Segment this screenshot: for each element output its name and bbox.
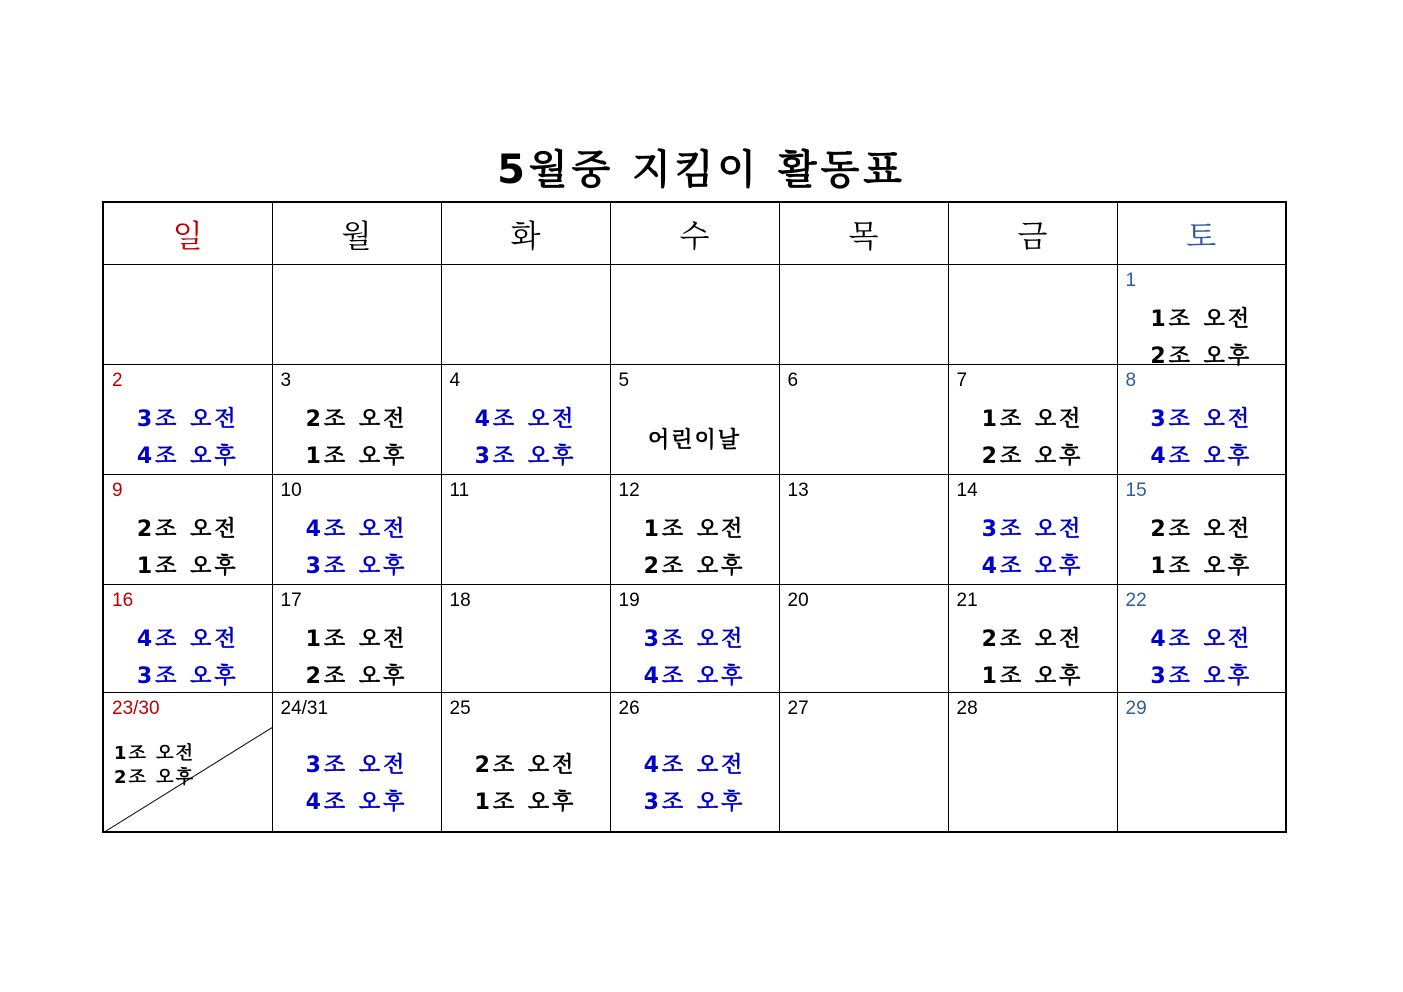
day-number: 20 [787,589,809,611]
day-cell [779,364,948,474]
day-cell [103,264,272,364]
day-number: 2 [112,369,123,391]
day-number: 24/31 [280,697,329,719]
afternoon-shift: 4조 오후 [1150,443,1253,469]
afternoon-shift: 4조 오후 [136,443,239,469]
day-number: 15 [1125,479,1147,501]
morning-shift: 2조 오전 [136,516,239,542]
morning-shift: 4조 오전 [643,752,746,778]
day-cell [779,264,948,364]
day-cell [441,364,610,474]
day-cell [441,584,610,692]
day-cell [948,692,1117,832]
afternoon-shift: 1조 오후 [1150,553,1253,579]
afternoon-shift: 3조 오후 [474,443,577,469]
day-cell [1117,474,1286,584]
morning-shift: 4조 오전 [136,626,239,652]
afternoon-shift: 1조 오후 [474,789,577,815]
weekday-thursday: 목 [779,202,948,264]
day-number: 9 [112,479,123,501]
morning-shift: 4조 오전 [305,516,408,542]
day-cell [610,584,779,692]
morning-shift: 3조 오전 [136,406,239,432]
morning-shift: 2조 오전 [474,752,577,778]
day-cell [272,474,441,584]
day-cell [779,474,948,584]
day-number: 10 [280,479,302,501]
day-cell [610,264,779,364]
afternoon-shift: 3조 오후 [305,553,408,579]
afternoon-shift: 4조 오후 [305,789,408,815]
day-cell [1117,692,1286,832]
afternoon-shift: 2조 오후 [643,553,746,579]
afternoon-shift: 3조 오후 [1150,663,1253,689]
day-cell [610,474,779,584]
day-number: 17 [280,589,302,611]
day-cell [272,584,441,692]
day-cell [103,692,272,832]
day-number: 27 [787,697,809,719]
day-cell [610,364,779,474]
day-number: 13 [787,479,809,501]
day-number: 14 [956,479,978,501]
afternoon-shift: 2조 오후 [114,766,195,788]
day-number: 1 [1125,269,1137,291]
day-number: 16 [112,589,134,611]
day-number: 22 [1125,589,1147,611]
day-cell [272,692,441,832]
day-number: 8 [1125,369,1137,391]
morning-shift: 4조 오전 [474,406,577,432]
morning-shift: 2조 오전 [1150,516,1253,542]
day-cell [441,692,610,832]
day-number: 18 [449,589,471,611]
week-row [103,584,1286,692]
day-cell [103,584,272,692]
week-row [103,264,1286,364]
day-cell [1117,364,1286,474]
weekday-tuesday: 화 [441,202,610,264]
afternoon-shift: 2조 오후 [1150,343,1253,369]
day-cell [779,692,948,832]
day-cell [948,264,1117,364]
morning-shift: 3조 오전 [1150,406,1253,432]
weekday-monday: 월 [272,202,441,264]
morning-shift: 1조 오전 [1150,306,1253,332]
day-number: 6 [787,369,799,391]
day-number: 21 [956,589,978,611]
day-number: 28 [956,697,978,719]
weekday-saturday: 토 [1117,202,1286,264]
weekday-sunday: 일 [103,202,272,264]
day-cell [441,474,610,584]
afternoon-shift: 4조 오후 [981,553,1084,579]
morning-shift: 1조 오전 [305,626,408,652]
day-cell [1117,264,1286,369]
day-number: 29 [1125,697,1147,719]
week-row [103,364,1286,474]
day-number: 12 [618,479,640,501]
day-cell [948,584,1117,692]
day-cell [1117,584,1286,692]
weekday-wednesday: 수 [610,202,779,264]
afternoon-shift: 1조 오후 [981,663,1084,689]
morning-shift: 1조 오전 [981,406,1084,432]
day-cell [779,584,948,692]
afternoon-shift: 3조 오후 [643,789,746,815]
weekday-friday: 금 [948,202,1117,264]
day-cell [272,364,441,474]
afternoon-shift: 3조 오후 [136,663,239,689]
day-number: 7 [956,369,968,391]
week-row [103,692,1286,832]
day-cell [103,474,272,584]
afternoon-shift: 4조 오후 [643,663,746,689]
day-number: 3 [280,369,292,391]
morning-shift: 2조 오전 [305,406,408,432]
day-number: 26 [618,697,640,719]
page-title: 5월중 지킴이 활동표 [497,147,906,193]
morning-shift: 3조 오전 [981,516,1084,542]
afternoon-shift: 1조 오후 [136,553,239,579]
morning-shift: 3조 오전 [643,626,746,652]
day-number: 19 [618,589,640,611]
schedule-calendar [102,201,1287,833]
afternoon-shift: 2조 오후 [305,663,408,689]
holiday-label: 어린이날 [647,427,741,453]
morning-shift: 4조 오전 [1150,626,1253,652]
day-cell [948,474,1117,584]
weekday-header-row [103,202,1286,264]
morning-shift: 1조 오전 [643,516,746,542]
day-cell [272,264,441,364]
day-cell [103,364,272,474]
morning-shift: 2조 오전 [981,626,1084,652]
week-row [103,474,1286,584]
day-number: 25 [449,697,471,719]
afternoon-shift: 1조 오후 [305,443,408,469]
day-number: 23/30 [112,697,160,719]
day-cell [948,364,1117,474]
morning-shift: 1조 오전 [114,742,195,764]
day-cell [610,692,779,832]
day-number: 4 [449,369,461,391]
morning-shift: 3조 오전 [305,752,408,778]
afternoon-shift: 2조 오후 [981,443,1084,469]
day-cell [441,264,610,364]
day-number: 11 [449,479,470,501]
day-number: 5 [618,369,630,391]
